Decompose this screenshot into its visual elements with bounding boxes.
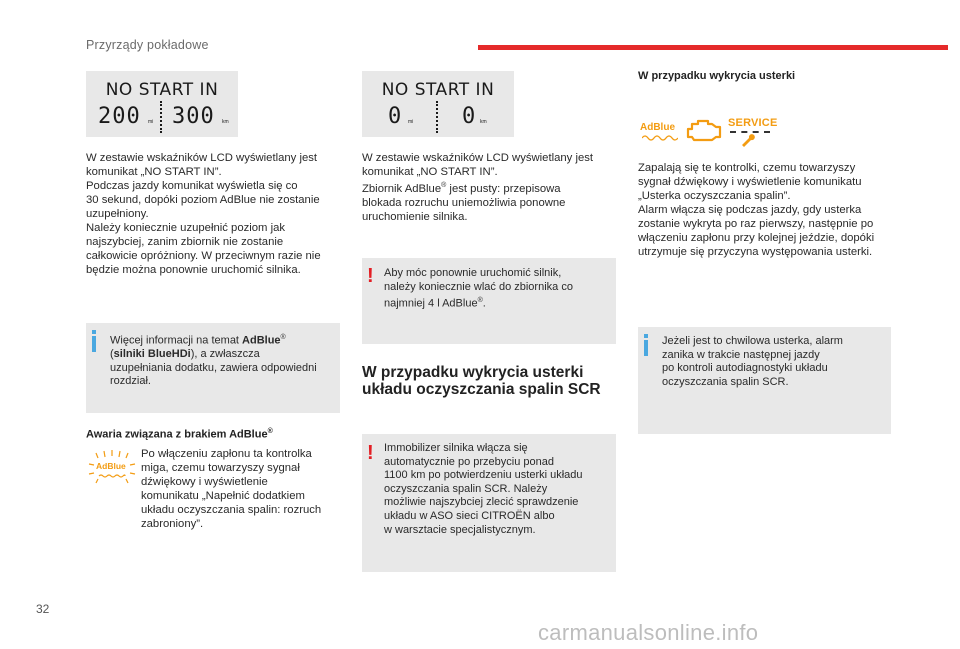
scr-fault-heading [362,364,622,398]
text: ( [110,348,114,361]
engine-check-icon [686,118,724,144]
fault-heading [86,428,273,441]
text-line: komunikat „NO START IN”. [362,166,498,178]
text-line: oczyszczania spalin SCR. [662,375,789,388]
info-box-adblue [86,323,340,413]
text-line: włączeniu zapłonu przy kolejnej jeździe, dopóki [638,232,875,244]
info-icon-bar [92,336,96,352]
text-line [384,294,612,311]
info-box-text [110,331,338,389]
page-number: 32 [36,602,50,616]
info-icon-bar [644,340,648,356]
info-icon [92,330,96,334]
superscript: ® [280,334,286,341]
col2-paragraph [362,151,622,224]
text-line: Jeżeli jest to chwilowa usterka, alarm [662,335,843,347]
text-line: rozdział. [110,375,151,388]
text-line: automatycznie po przebyciu ponad [384,455,554,468]
info-box-temporary-fault [638,327,891,434]
header-accent-bar [478,45,948,50]
text-line: układu oczyszczania spalin: rozruch [141,504,322,516]
text-line [362,179,622,196]
text-line: należy koniecznie wlać do zbiornika co [384,280,573,293]
warning-icon: ! [367,442,374,464]
lcd-display-1 [86,71,238,137]
text-line: Zapalają się te kontrolki, czemu towarzyszy [638,162,856,174]
text-line: uzupełniony. [86,208,149,220]
info-box-text [662,335,887,389]
text: Zbiornik AdBlue [362,182,442,195]
display-right-unit: km [222,119,229,125]
display-title: NO START IN [381,80,495,100]
text-line: układu w ASO sieci CITROËN albo [384,509,555,522]
fault-paragraph [141,447,341,531]
col3-paragraph [638,161,908,259]
service-indicator-icon [728,117,778,147]
text-line: zanika w trakcie następnej jazdy [662,348,820,361]
warning-box-text [384,442,614,537]
text-line: będzie można ponownie uruchomić silnika. [86,264,301,276]
text-line: Podczas jazdy komunikat wyświetla się co [86,180,298,192]
text: jest pusty: przepisowa [446,182,561,195]
text-line: Alarm włącza się podczas jazdy, gdy usterka [638,204,862,216]
bold-text: silniki BlueHDi [113,348,191,361]
display-right-value: 300 [172,104,215,129]
watermark: carmanualsonline.info [538,620,759,645]
text-line: dźwiękowy i wyświetlenie [141,476,268,488]
adblue-icon-label: AdBlue [640,122,675,133]
display-right-value: 0 [462,104,477,129]
text-line: Aby móc ponownie uruchomić silnik, [384,267,562,279]
display-separator [160,101,164,133]
text-line: 1100 km po potwierdzeniu usterki układu [384,469,583,482]
adblue-icon-label: AdBlue [96,461,126,471]
text-line: utrzymuje się przyczyna występowania usterki. [638,246,873,258]
heading-line: układu oczyszczania spalin SCR [362,381,601,398]
display-left-unit: mi [148,119,154,125]
text-line: uzupełniania dodatku, zawiera odpowiedni [110,361,317,374]
text-line: komunikat „NO START IN”. [86,166,222,178]
page-header-title: Przyrządy pokładowe [86,38,209,52]
text-line: Immobilizer silnika włącza się [384,442,528,454]
display-left-value: 200 [98,104,141,129]
text-line: całkowicie opróżniony. W przeciwnym razie nie [86,250,321,262]
text-line: najszybciej, zanim zbiornik nie zostanie [86,236,284,248]
text-line: Po włączeniu zapłonu ta kontrolka [141,448,312,460]
text-line: W zestawie wskaźników LCD wyświetlany jest [86,152,318,164]
text-line: 30 sekund, dopóki poziom AdBlue nie zostanie [86,194,320,206]
text-line: blokada rozruchu uniemożliwia ponowne [362,196,566,209]
bold-text: AdBlue [242,334,281,347]
text-line: „Usterka oczyszczania spalin”. [638,190,791,202]
display-separator [436,101,440,133]
display-left-unit: mi [408,119,414,125]
text: . [482,297,486,310]
display-title: NO START IN [105,80,219,100]
warning-box-refill [362,258,616,344]
text-line: sygnał dźwiękowy i wyświetlenie komunikatu [638,176,862,188]
text-line: miga, czemu towarzyszy sygnał [141,462,300,474]
text: najmniej 4 l AdBlue [384,297,478,310]
wrench-icon [740,133,756,147]
text-line: Należy koniecznie uzupełnić poziom jak [86,222,286,234]
heading-line: W przypadku wykrycia usterki [362,364,584,381]
text: ), a zwłaszcza [190,348,260,361]
service-label: SERVICE [728,117,778,129]
heading-text: Awaria związana z brakiem AdBlue [86,428,268,441]
text-line: uruchomienie silnika. [362,210,468,223]
text-line [110,348,338,362]
text-line: zabroniony”. [141,518,204,530]
text-line: komunikatu „Napełnić dodatkiem [141,490,305,502]
text-line: możliwie najszybciej zlecić sprawdzenie [384,496,579,509]
text: Więcej informacji na temat [110,334,243,347]
superscript: ® [441,182,447,189]
display-right-unit: km [480,119,487,125]
col3-heading: W przypadku wykrycia usterki [638,70,796,82]
warning-box-text [384,267,612,311]
text-line: W zestawie wskaźników LCD wyświetlany jest [362,152,594,164]
text-line: w warsztacie specjalistycznym. [384,523,536,536]
warning-box-immobilizer [362,434,616,572]
text-line: po kontroli autodiagnostyki układu [662,362,828,375]
info-icon [644,334,648,338]
lcd-display-2 [362,71,514,137]
display-left-value: 0 [388,104,403,129]
superscript: ® [267,428,273,435]
text-line: zostanie wykryta po raz pierwszy, następnie po [638,218,874,230]
text-line: oczyszczania spalin SCR. Należy [384,482,548,495]
warning-icon: ! [367,265,374,287]
adblue-indicator-icon [640,120,682,144]
superscript: ® [477,297,483,305]
adblue-warning-icon [88,450,136,484]
col1-paragraph [86,151,346,277]
text-line [110,331,338,348]
